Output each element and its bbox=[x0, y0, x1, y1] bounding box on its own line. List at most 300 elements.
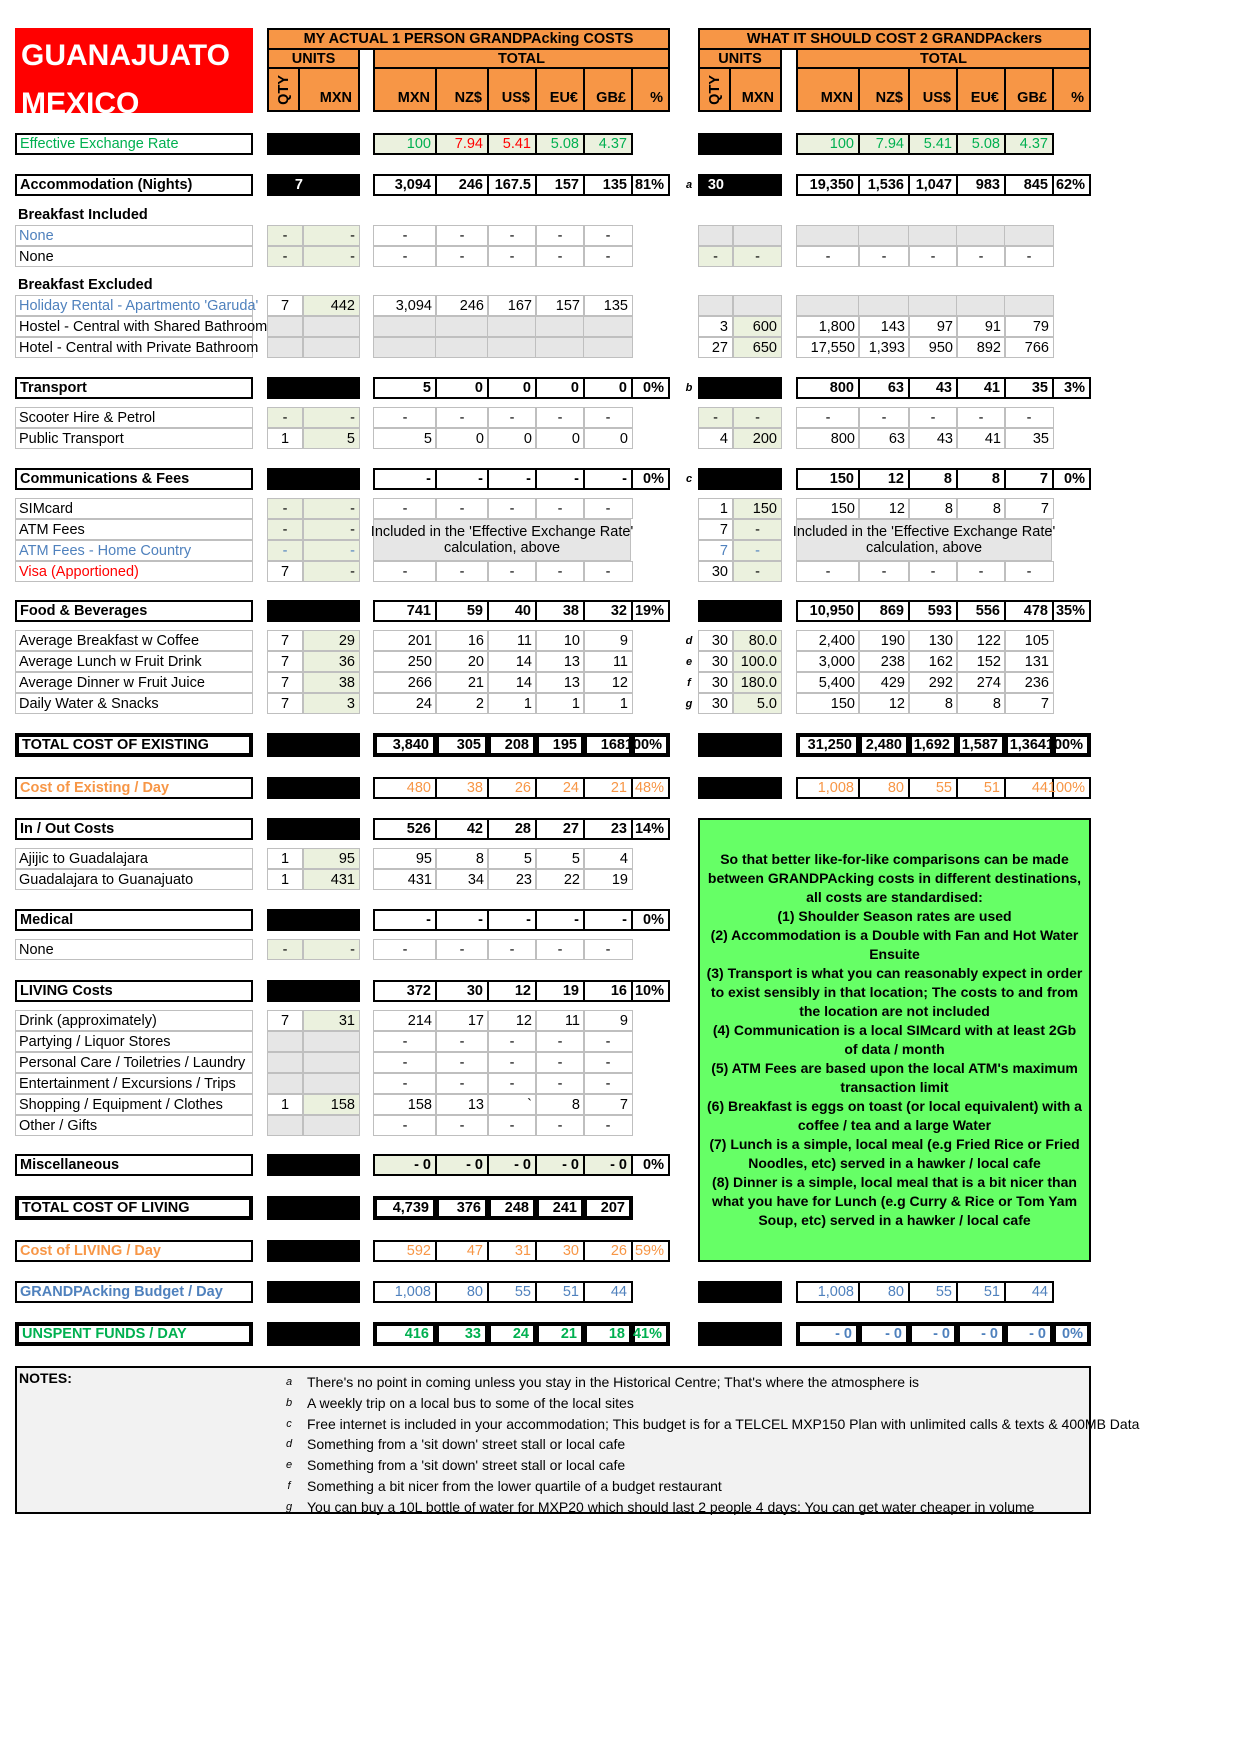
right-total-cell: 150 bbox=[796, 693, 860, 714]
right-qty-cell: 30 bbox=[698, 693, 733, 714]
left-unit-price-cell: - bbox=[303, 939, 360, 960]
right-total-cell: 10,950 bbox=[796, 600, 860, 622]
left-total-cell: - bbox=[373, 498, 437, 519]
left-total-cell: - bbox=[535, 561, 585, 582]
note-text: Something from a 'sit down' street stall or local cafe bbox=[307, 1436, 626, 1453]
left-total-cell: 14% bbox=[631, 818, 670, 840]
left-total-cell: 41% bbox=[631, 1322, 670, 1346]
right-qty-cell: 3 bbox=[698, 316, 733, 337]
right-units-blackbox bbox=[698, 468, 782, 490]
right-merged-note bbox=[792, 519, 1056, 561]
right-total-cell: 150 bbox=[796, 498, 860, 519]
right-qty-cell: - bbox=[698, 246, 733, 267]
right-unit-price-cell: 80.0 bbox=[733, 630, 782, 651]
left-total-cell: - 0 bbox=[583, 1154, 633, 1176]
right-total-cell: 162 bbox=[908, 651, 958, 672]
left-total-cell: 55 bbox=[487, 1281, 537, 1303]
left-total-cell: - bbox=[373, 1052, 437, 1073]
left-unit-price-cell bbox=[303, 1031, 360, 1052]
left-total-cell: - bbox=[535, 225, 585, 246]
left-total-cell: 10 bbox=[535, 630, 585, 651]
right-total-cell: 5.08 bbox=[956, 133, 1006, 155]
right-total-cell: 800 bbox=[796, 428, 860, 449]
left-total-cell: 7 bbox=[583, 1094, 633, 1115]
right-total-cell: 35% bbox=[1052, 600, 1091, 622]
left-total-cell: 11 bbox=[535, 1010, 585, 1031]
left-qty-cell: - bbox=[267, 540, 303, 561]
left-total-cell: - bbox=[373, 1115, 437, 1136]
right-total-cell: - bbox=[956, 246, 1006, 267]
left-total-cell: - bbox=[373, 246, 437, 267]
right-total-cell: 130 bbox=[908, 630, 958, 651]
right-col-header: US$ bbox=[908, 67, 958, 112]
left-total-cell: - bbox=[487, 1073, 537, 1094]
row-label: Medical bbox=[15, 909, 253, 931]
left-total-cell: 20 bbox=[435, 651, 489, 672]
right-total-cell: 1,393 bbox=[858, 337, 910, 358]
left-col-header: US$ bbox=[487, 67, 537, 112]
standardisation-line: (2) Accommodation is a Double with Fan and Hot Water Ensuite bbox=[710, 927, 1079, 962]
left-unit-price-cell bbox=[303, 1115, 360, 1136]
right-total-cell: - 0 bbox=[796, 1322, 860, 1346]
right-total-cell: 8 bbox=[908, 498, 958, 519]
row-label: Scooter Hire & Petrol bbox=[15, 407, 253, 428]
right-units-blackbox bbox=[698, 377, 782, 399]
right-total-cell: 7 bbox=[1004, 693, 1054, 714]
right-total-cell: 3,000 bbox=[796, 651, 860, 672]
left-units-blackbox bbox=[267, 600, 360, 622]
left-units-blackbox bbox=[267, 468, 360, 490]
right-total-cell: 5,400 bbox=[796, 672, 860, 693]
right-qty-cell: 4 bbox=[698, 428, 733, 449]
left-total-cell: - bbox=[583, 561, 633, 582]
left-total-cell: 51 bbox=[535, 1281, 585, 1303]
row-label: Average Breakfast w Coffee bbox=[15, 630, 253, 651]
left-total-cell bbox=[373, 337, 437, 358]
left-qty-cell bbox=[267, 1031, 303, 1052]
left-col-header: NZ$ bbox=[435, 67, 489, 112]
row-label: Cost of Existing / Day bbox=[15, 777, 253, 799]
right-total-cell: 1,047 bbox=[908, 174, 958, 196]
row-label: Other / Gifts bbox=[15, 1115, 253, 1136]
right-qty-cell bbox=[698, 295, 733, 316]
right-total-cell: 55 bbox=[908, 1281, 958, 1303]
right-total-cell: - bbox=[908, 407, 958, 428]
left-total-cell: 18 bbox=[583, 1322, 633, 1346]
right-total-cell: - bbox=[1004, 246, 1054, 267]
left-total-cell: 19% bbox=[631, 600, 670, 622]
left-total-cell: 21 bbox=[435, 672, 489, 693]
left-qty-cell bbox=[267, 337, 303, 358]
left-total-cell: - bbox=[487, 246, 537, 267]
row-label: Drink (approximately) bbox=[15, 1010, 253, 1031]
left-units-blackbox bbox=[267, 818, 360, 840]
right-qty-cell: 27 bbox=[698, 337, 733, 358]
left-total-cell: 59 bbox=[435, 600, 489, 622]
left-total-cell: - bbox=[487, 561, 537, 582]
left-total-cell: - 0 bbox=[373, 1154, 437, 1176]
footnote-marker: g bbox=[685, 697, 693, 710]
left-total-cell: - bbox=[373, 1031, 437, 1052]
note-text: Something a bit nicer from the lower quartile of a budget restaurant bbox=[307, 1478, 722, 1494]
left-qty-cell bbox=[267, 1115, 303, 1136]
right-unit-price-cell: 200 bbox=[733, 428, 782, 449]
left-units-header: UNITS bbox=[267, 48, 360, 69]
left-total-cell: - bbox=[583, 1115, 633, 1136]
notes-panel bbox=[15, 1366, 1140, 1515]
left-total-cell: 23 bbox=[487, 869, 537, 890]
left-unit-price-cell: 5 bbox=[303, 428, 360, 449]
right-total-cell: 0% bbox=[1052, 1322, 1091, 1346]
left-total-cell: 27 bbox=[535, 818, 585, 840]
left-qty-cell: 1 bbox=[267, 869, 303, 890]
left-unit-price-cell: 431 bbox=[303, 869, 360, 890]
left-total-cell bbox=[583, 337, 633, 358]
left-unit-price-cell bbox=[303, 1052, 360, 1073]
row-label: Ajijic to Guadalajara bbox=[15, 848, 253, 869]
right-total-cell: - 0 bbox=[1004, 1322, 1054, 1346]
left-total-cell: 214 bbox=[373, 1010, 437, 1031]
right-units-blackbox bbox=[698, 733, 782, 757]
note-text: You can buy a 10L bottle of water for MXP20 which should last 2 people 4 days; You can get water cheaper in volume bbox=[307, 1498, 1035, 1515]
left-total-cell: - bbox=[535, 939, 585, 960]
left-total-cell: - bbox=[487, 407, 537, 428]
left-total-cell: 9 bbox=[583, 630, 633, 651]
left-total-cell: - bbox=[583, 939, 633, 960]
right-total-cell: 100% bbox=[1052, 733, 1091, 757]
left-units-blackbox bbox=[267, 1154, 360, 1176]
right-unit-price-cell: - bbox=[733, 519, 782, 540]
right-total-cell: 105 bbox=[1004, 630, 1054, 651]
row-label: Hostel - Central with Shared Bathroom bbox=[15, 316, 253, 337]
row-label: Average Lunch w Fruit Drink bbox=[15, 651, 253, 672]
left-total-cell: - bbox=[435, 939, 489, 960]
left-qty-cell: - bbox=[267, 939, 303, 960]
row-label: Personal Care / Toiletries / Laundry bbox=[15, 1052, 253, 1073]
left-total-cell: 431 bbox=[373, 869, 437, 890]
left-total-cell: 158 bbox=[373, 1094, 437, 1115]
row-label: Daily Water & Snacks bbox=[15, 693, 253, 714]
left-col-header: GB£ bbox=[583, 67, 633, 112]
left-qty-cell: - bbox=[267, 498, 303, 519]
merged-note-line1: Included in the 'Effective Exchange Rate' bbox=[792, 524, 1056, 540]
left-total-cell: - bbox=[373, 225, 437, 246]
left-total-cell: - bbox=[583, 246, 633, 267]
left-total-cell: 42 bbox=[435, 818, 489, 840]
left-total-cell: 3,840 bbox=[373, 733, 437, 757]
row-label: Breakfast Included bbox=[18, 207, 148, 223]
right-unit-price-cell: 5.0 bbox=[733, 693, 782, 714]
left-total-cell: 0% bbox=[631, 468, 670, 490]
right-total-cell: - bbox=[1004, 561, 1054, 582]
left-total-cell: 4,739 bbox=[373, 1196, 437, 1220]
left-total-cell: 0 bbox=[583, 428, 633, 449]
left-qty-cell: 1 bbox=[267, 848, 303, 869]
left-total-cell: - bbox=[535, 1031, 585, 1052]
row-label: TOTAL COST OF EXISTING bbox=[15, 733, 253, 757]
left-total-cell: - bbox=[583, 1031, 633, 1052]
right-total-cell: 80 bbox=[858, 1281, 910, 1303]
left-unit-price-cell: - bbox=[303, 561, 360, 582]
row-label: ATM Fees bbox=[15, 519, 253, 540]
row-label: LIVING Costs bbox=[15, 980, 253, 1002]
left-total-cell: 44 bbox=[583, 1281, 633, 1303]
left-total-cell: 13 bbox=[435, 1094, 489, 1115]
left-total-cell: 5.41 bbox=[487, 133, 537, 155]
destination-title bbox=[15, 28, 253, 120]
left-total-cell: - bbox=[487, 939, 537, 960]
left-total-cell: ` bbox=[487, 1094, 537, 1115]
left-total-cell: - 0 bbox=[435, 1154, 489, 1176]
left-total-cell: - bbox=[435, 909, 489, 931]
left-total-cell: - bbox=[373, 468, 437, 490]
left-total-cell: 4 bbox=[583, 848, 633, 869]
left-total-cell: 0 bbox=[435, 428, 489, 449]
right-total-cell: 238 bbox=[858, 651, 910, 672]
standardisation-lines bbox=[706, 850, 1083, 1230]
left-total-cell: 47 bbox=[435, 1240, 489, 1262]
left-total-cell: - bbox=[487, 498, 537, 519]
right-qty-cell bbox=[698, 225, 733, 246]
left-total-cell: - 0 bbox=[487, 1154, 537, 1176]
left-total-cell: 22 bbox=[535, 869, 585, 890]
row-label: Food & Beverages bbox=[15, 600, 253, 622]
left-col-header: EU€ bbox=[535, 67, 585, 112]
right-qty-cell: 7 bbox=[698, 540, 733, 561]
right-total-cell: 0% bbox=[1052, 468, 1091, 490]
right-total-cell bbox=[796, 295, 860, 316]
left-mxn-unit-header: MXN bbox=[298, 67, 360, 112]
right-total-cell: 80 bbox=[858, 777, 910, 799]
left-total-cell: 2 bbox=[435, 693, 489, 714]
left-total-cell: - bbox=[583, 498, 633, 519]
left-total-cell: - bbox=[435, 246, 489, 267]
left-qty-cell: 7 bbox=[267, 672, 303, 693]
left-total-cell: 416 bbox=[373, 1322, 437, 1346]
row-label: UNSPENT FUNDS / DAY bbox=[15, 1322, 253, 1346]
left-total-cell: 10% bbox=[631, 980, 670, 1002]
footnote-marker: f bbox=[687, 676, 691, 689]
right-total-cell: 7 bbox=[1004, 468, 1054, 490]
right-total-cell bbox=[908, 295, 958, 316]
row-label: Transport bbox=[15, 377, 253, 399]
left-total-cell: 11 bbox=[487, 630, 537, 651]
left-unit-price-cell: 3 bbox=[303, 693, 360, 714]
left-qty-cell bbox=[267, 1073, 303, 1094]
left-qty-cell: - bbox=[267, 519, 303, 540]
left-total-cell: 81% bbox=[631, 174, 670, 196]
right-total-cell: 51 bbox=[956, 777, 1006, 799]
row-label: Breakfast Excluded bbox=[18, 277, 153, 293]
right-total-cell: 55 bbox=[908, 777, 958, 799]
left-total-cell: 95 bbox=[373, 848, 437, 869]
left-total-cell: 0 bbox=[583, 377, 633, 399]
right-qty-cell: - bbox=[698, 407, 733, 428]
left-unit-price-cell: - bbox=[303, 519, 360, 540]
standardisation-line: (7) Lunch is a simple, local meal (e.g Fried Rice or Fried Noodles, etc) served in a hawker / local cafe bbox=[709, 1136, 1080, 1171]
right-total-cell: 429 bbox=[858, 672, 910, 693]
left-total-cell: 14 bbox=[487, 672, 537, 693]
left-total-cell: 12 bbox=[487, 980, 537, 1002]
right-total-cell: 845 bbox=[1004, 174, 1054, 196]
left-unit-price-cell: 38 bbox=[303, 672, 360, 693]
right-unit-price-cell: - bbox=[733, 540, 782, 561]
left-total-cell: 30 bbox=[535, 1240, 585, 1262]
right-col-header: GB£ bbox=[1004, 67, 1054, 112]
left-total-cell: - bbox=[435, 1115, 489, 1136]
left-unit-price-cell: - bbox=[303, 540, 360, 561]
left-total-cell: 24 bbox=[487, 1322, 537, 1346]
right-unit-price-cell: 100.0 bbox=[733, 651, 782, 672]
standardisation-line: (5) ATM Fees are based upon the local ATM's maximum transaction limit bbox=[711, 1060, 1078, 1095]
note-key: d bbox=[285, 1438, 293, 1451]
left-total-cell: 195 bbox=[535, 733, 585, 757]
right-total-cell bbox=[956, 225, 1006, 246]
left-total-cell: 19 bbox=[535, 980, 585, 1002]
right-units-header: UNITS bbox=[698, 48, 782, 69]
left-total-cell: 5 bbox=[535, 848, 585, 869]
right-total-cell: 766 bbox=[1004, 337, 1054, 358]
left-unit-price-cell: 31 bbox=[303, 1010, 360, 1031]
right-col-header: % bbox=[1052, 67, 1091, 112]
footnote-marker: b bbox=[685, 382, 693, 394]
right-total-cell: 91 bbox=[956, 316, 1006, 337]
left-total-cell: 0 bbox=[435, 377, 489, 399]
left-unit-price-cell bbox=[303, 316, 360, 337]
left-col-header: MXN bbox=[373, 67, 437, 112]
row-label: Entertainment / Excursions / Trips bbox=[15, 1073, 253, 1094]
left-qty-cell bbox=[267, 1052, 303, 1073]
right-total-cell: 1,536 bbox=[858, 174, 910, 196]
right-total-cell: 983 bbox=[956, 174, 1006, 196]
left-total-cell: - bbox=[435, 498, 489, 519]
left-total-cell: 59% bbox=[631, 1240, 670, 1262]
left-col-header: % bbox=[631, 67, 670, 112]
left-total-cell: - bbox=[583, 407, 633, 428]
left-units-blackbox bbox=[267, 733, 360, 757]
left-total-cell: 1,008 bbox=[373, 1281, 437, 1303]
left-units-blackbox bbox=[267, 1281, 360, 1303]
left-merged-note bbox=[370, 519, 634, 561]
left-total-cell: 0 bbox=[535, 377, 585, 399]
left-total-cell: 1 bbox=[487, 693, 537, 714]
standardisation-line: (1) Shoulder Season rates are used bbox=[777, 908, 1012, 924]
left-units-blackbox bbox=[267, 909, 360, 931]
left-total-cell: 38 bbox=[435, 777, 489, 799]
left-qty-header bbox=[267, 67, 300, 112]
note-key: c bbox=[286, 1417, 292, 1430]
left-unit-price-cell: 158 bbox=[303, 1094, 360, 1115]
left-total-cell: - bbox=[487, 1115, 537, 1136]
left-total-cell: - bbox=[535, 1115, 585, 1136]
left-total-cell: 26 bbox=[583, 1240, 633, 1262]
right-total-cell: 8 bbox=[908, 468, 958, 490]
right-units-blackbox bbox=[698, 1281, 782, 1303]
right-total-cell: - 0 bbox=[908, 1322, 958, 1346]
right-mxn-unit-header: MXN bbox=[729, 67, 782, 112]
right-total-cell: 152 bbox=[956, 651, 1006, 672]
left-total-cell: 207 bbox=[583, 1196, 633, 1220]
note-text: Free internet is included in your accommodation; This budget is for a TELCEL MXP150 Plan with unlimited calls & texts & 400MB Data bbox=[307, 1415, 1140, 1432]
left-total-cell: 0 bbox=[487, 428, 537, 449]
right-qty-header bbox=[698, 67, 731, 112]
right-qty-cell: 7 bbox=[698, 519, 733, 540]
left-total-cell: - bbox=[435, 561, 489, 582]
footnote-marker: e bbox=[685, 655, 693, 668]
row-label: Visa (Apportioned) bbox=[15, 561, 253, 582]
note-key: b bbox=[285, 1396, 293, 1409]
footnote-marker: c bbox=[685, 473, 693, 485]
note-text: There's no point in coming unless you stay in the Historical Centre; That's where the atmosphere is bbox=[307, 1374, 920, 1390]
right-total-cell: 41 bbox=[956, 377, 1006, 399]
left-qty-cell: - bbox=[267, 407, 303, 428]
left-total-cell: 21 bbox=[535, 1322, 585, 1346]
right-qty-cell: 30 bbox=[698, 630, 733, 651]
right-total-cell: 5.41 bbox=[908, 133, 958, 155]
right-total-cell: 8 bbox=[908, 693, 958, 714]
row-label: None bbox=[15, 225, 253, 246]
right-total-cell: - bbox=[858, 246, 910, 267]
right-total-cell: - bbox=[796, 407, 860, 428]
left-total-cell: 32 bbox=[583, 600, 633, 622]
left-total-cell: 168 bbox=[583, 733, 633, 757]
right-total-cell: 800 bbox=[796, 377, 860, 399]
right-total-cell: 31,250 bbox=[796, 733, 860, 757]
left-units-blackbox bbox=[267, 377, 360, 399]
left-qty-cell: - bbox=[267, 225, 303, 246]
left-units-blackbox bbox=[267, 1322, 360, 1346]
left-qty-cell bbox=[267, 316, 303, 337]
left-total-cell: - bbox=[435, 225, 489, 246]
left-total-cell: - bbox=[487, 1052, 537, 1073]
right-total-cell bbox=[858, 295, 910, 316]
right-total-cell: - bbox=[858, 561, 910, 582]
left-units-blackbox bbox=[267, 980, 360, 1002]
right-total-cell: - bbox=[1004, 407, 1054, 428]
right-total-header: TOTAL bbox=[796, 48, 1091, 69]
left-total-cell: 17 bbox=[435, 1010, 489, 1031]
left-total-cell: - bbox=[373, 939, 437, 960]
right-unit-price-cell: 600 bbox=[733, 316, 782, 337]
left-qty-cell: 7 bbox=[267, 295, 303, 316]
left-total-cell: - bbox=[535, 246, 585, 267]
right-total-cell: 19,350 bbox=[796, 174, 860, 196]
row-label: None bbox=[15, 246, 253, 267]
row-label: Shopping / Equipment / Clothes bbox=[15, 1094, 253, 1115]
left-total-cell: - bbox=[435, 407, 489, 428]
left-total-cell: - bbox=[535, 1052, 585, 1073]
right-units-blackbox bbox=[698, 133, 782, 155]
left-total-cell: 5 bbox=[487, 848, 537, 869]
left-unit-price-cell: 36 bbox=[303, 651, 360, 672]
right-total-cell: 97 bbox=[908, 316, 958, 337]
right-total-cell: 12 bbox=[858, 498, 910, 519]
left-total-cell: - bbox=[435, 1031, 489, 1052]
right-qty-cell: 30 bbox=[698, 672, 733, 693]
left-total-cell: 40 bbox=[487, 600, 537, 622]
left-total-cell: 7.94 bbox=[435, 133, 489, 155]
right-col-header: NZ$ bbox=[858, 67, 910, 112]
right-unit-price-cell: 150 bbox=[733, 498, 782, 519]
note-text: Something from a 'sit down' street stall or local cafe bbox=[307, 1457, 626, 1474]
right-total-cell: 143 bbox=[858, 316, 910, 337]
left-total-cell: - bbox=[583, 1073, 633, 1094]
left-total-cell: - bbox=[435, 468, 489, 490]
left-total-cell: - bbox=[535, 498, 585, 519]
note-key: a bbox=[285, 1376, 293, 1388]
footnote-marker: d bbox=[685, 634, 693, 647]
right-total-cell: 41 bbox=[956, 428, 1006, 449]
